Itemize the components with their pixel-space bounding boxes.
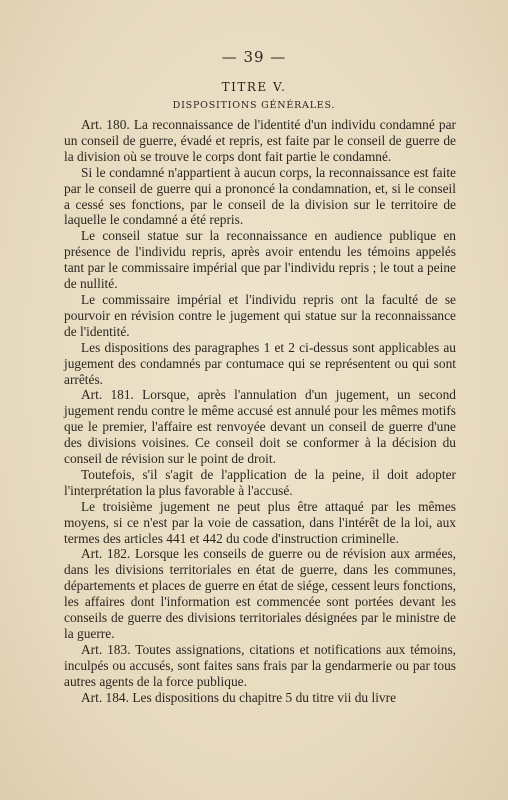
paragraph: Toutefois, s'il s'agit de l'application de la peine, il doit adopter l'interprétation la plus favorable à l'accusé. [64,466,456,498]
paragraph-art-183: Art. 183. Toutes assignations, citations et notifications aux témoins, inculpés ou accusés, sont faites sans frais par la gendarmerie ou par tous autres agents de la force publique. [64,641,456,689]
body-text [64,117,456,706]
paragraph: Les dispositions des paragraphes 1 et 2 ci-dessus sont applicables au jugement des condamnés par contumace qui se représentent ou qui sont arrêtés. [64,339,456,387]
paragraph: Le commissaire impérial et l'individu repris ont la faculté de se pourvoir en révision contre le jugement qui statue sur la reconnaissance de l'identité. [64,291,456,339]
section-title: TITRE V. [221,80,287,94]
section-subtitle: DISPOSITIONS GÉNÉRALES. [172,100,336,111]
paragraph-art-182: Art. 182. Lorsque les conseils de guerre ou de révision aux armées, dans les divisions territoriales en état de guerre, dans les communes, départements et places de guerre en état de siége, cessent leurs fonctions, les affaires dont l'information est commencée sont portées devant les conseils de guerre des divisions territoriales désignées par le ministre de la guerre. [64,546,456,641]
paragraph: Si le condamné n'appartient à aucun corps, la reconnaissance est faite par le conseil de guerre qui a prononcé la condamnation, et, si le conseil a cessé ses fonctions, par le conseil de la division sur le territoire de laquelle le condamné a été repris. [64,164,456,228]
paragraph: Le troisième jugement ne peut plus être attaqué par les mêmes moyens, si ce n'est par la voie de cassation, dans l'intérêt de la loi, aux termes des articles 441 et 442 du code d'instruction criminelle. [64,498,456,546]
page-number: — 39 — [221,48,287,66]
paragraph-art-184: Art. 184. Les dispositions du chapitre 5 du titre vii du livre [81,689,397,705]
paragraph-art-181: Art. 181. Lorsque, après l'annulation d'un jugement, un second jugement rendu contre le même accusé est annulé pour les mêmes motifs que le premier, l'affaire est renvoyée devant un conseil de guerre d'une des divisions voisines. Ce conseil doit se conformer à la décision du conseil de révision sur le point de droit. [64,387,456,467]
paragraph-art-180: Art. 180. La reconnaissance de l'identité d'un individu condamné par un conseil de guerre, évadé et repris, est faite par le conseil de guerre de la division où se trouve le corps dont fait partie le condamné. [64,117,456,164]
paragraph: Le conseil statue sur la reconnaissance en audience publique en présence de l'individu repris, après avoir entendu les témoins appelés tant par le commissaire impérial que par l'individu repris ; le tout a peine de nullité. [64,228,456,292]
